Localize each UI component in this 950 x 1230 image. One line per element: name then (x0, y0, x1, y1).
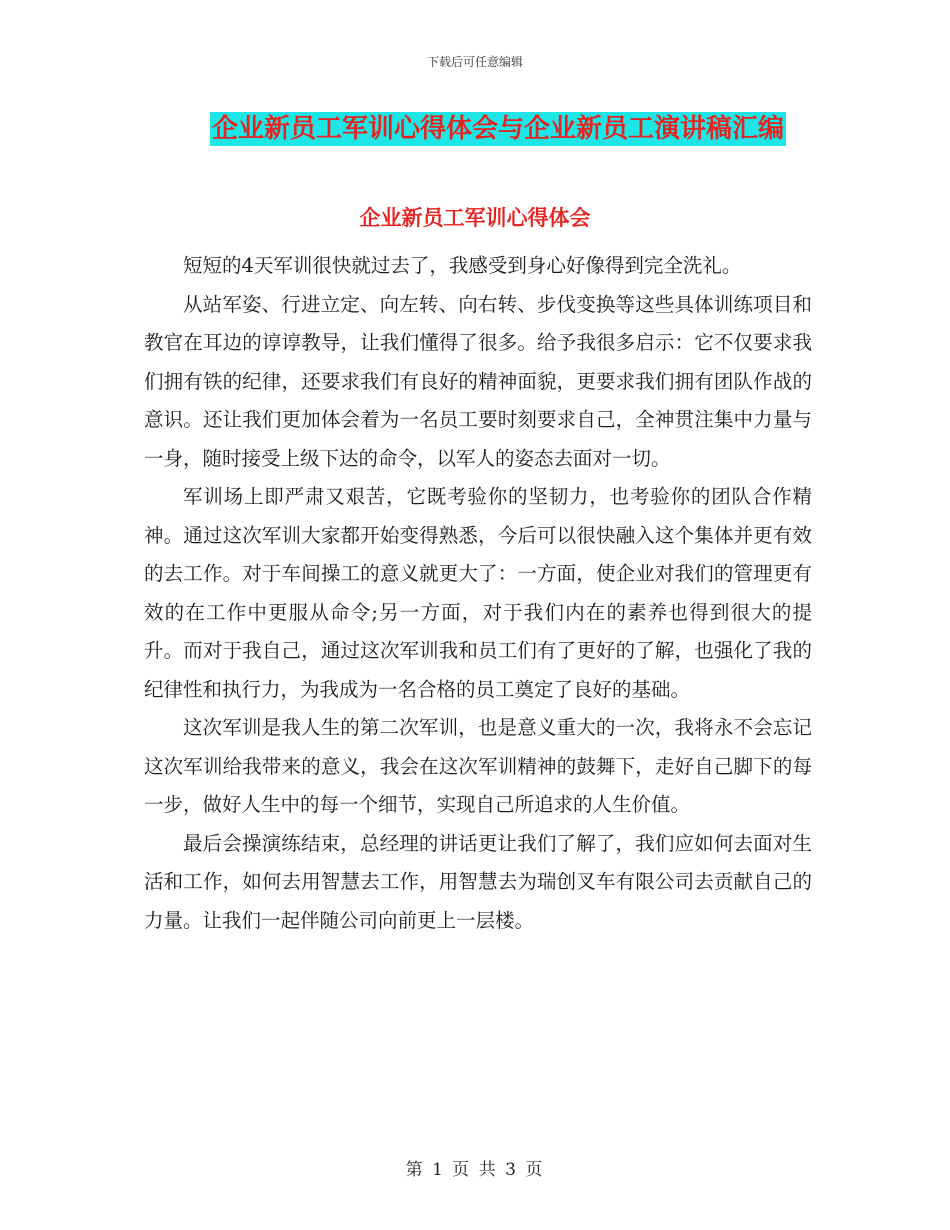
document-title: 企业新员工军训心得体会与企业新员工演讲稿汇编 (211, 114, 784, 144)
page-number-footer: 第 1 页 共 3 页 (405, 1160, 545, 1180)
paragraph: 这次军训是我人生的第二次军训，也是意义重大的一次，我将永不会忘记这次军训给我带来的意义，我会在这次军训精神的鼓舞下，走好自己脚下的每一步，做好人生中的每一个细节，实现自己所追求的人生价值。 (144, 716, 812, 816)
header-note: 下载后可任意编辑 (426, 55, 523, 69)
document-title-container (0, 112, 950, 146)
section-title: 企业新员工军训心得体会 (359, 206, 591, 230)
paragraph: 军训场上即严肃又艰苦，它既考验你的坚韧力，也考验你的团队合作精神。通过这次军训大家都开始变得熟悉，今后可以很快融入这个集体并更有效的去工作。对于车间操工的意义就更大了：一方面，使企业对我们的管理更有效的在工作中更服从命令;另一方面，对于我们内在的素养也得到很大的提升。而对于我自己，通过这次军训我和员工们有了更好的了解，也强化了我的纪律性和执行力，为我成为一名合格的员工奠定了良好的基础。 (144, 485, 812, 701)
paragraph: 最后会操演练结束，总经理的讲话更让我们了解了，我们应如何去面对生活和工作，如何去用智慧去工作，用智慧去为瑞创叉车有限公司去贡献自己的力量。让我们一起伴随公司向前更上一层楼。 (144, 831, 812, 932)
document-body (144, 247, 812, 940)
paragraph: 从站军姿、行进立定、向左转、向右转、步伐变换等这些具体训练项目和教官在耳边的谆谆教导，让我们懂得了很多。给予我很多启示：它不仅要求我们拥有铁的纪律，还要求我们有良好的精神面貌，更要求我们拥有团队作战的意识。还让我们更加体会着为一名员工要时刻要求自己，全神贯注集中力量与一身，随时接受上级下达的命令，以军人的姿态去面对一切。 (144, 292, 812, 470)
paragraph: 短短的4天军训很快就过去了，我感受到身心好像得到完全洗礼。 (183, 254, 742, 277)
